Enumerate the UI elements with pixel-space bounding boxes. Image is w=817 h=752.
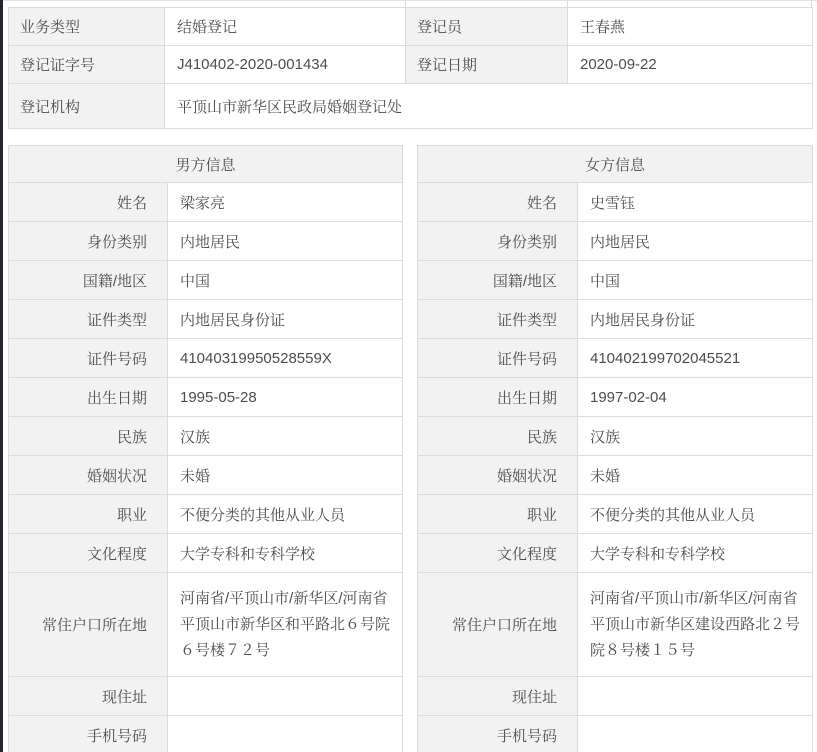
registration-summary-table — [8, 7, 813, 129]
field-value: 梁家亮 — [168, 183, 403, 222]
field-value: 41040319950528559X — [168, 339, 403, 378]
field-label: 身份类别 — [9, 222, 168, 261]
field-value: 汉族 — [168, 417, 403, 456]
table-row — [418, 456, 813, 495]
field-value: 王春燕 — [568, 8, 813, 46]
field-label: 国籍/地区 — [418, 261, 578, 300]
field-value: 内地居民身份证 — [578, 300, 813, 339]
table-row — [418, 339, 813, 378]
table-row — [9, 417, 403, 456]
table-row — [418, 222, 813, 261]
field-label: 证件号码 — [9, 339, 168, 378]
field-label: 文化程度 — [418, 534, 578, 573]
field-value: 未婚 — [578, 456, 813, 495]
field-label: 姓名 — [418, 183, 578, 222]
field-value: 河南省/平顶山市/新华区/河南省平顶山市新华区和平路北６号院６号楼７２号 — [168, 573, 403, 677]
table-row — [418, 378, 813, 417]
field-value: 史雪钰 — [578, 183, 813, 222]
field-label: 文化程度 — [9, 534, 168, 573]
field-label: 证件类型 — [418, 300, 578, 339]
table-row — [9, 677, 403, 716]
field-value: J410402-2020-001434 — [165, 46, 406, 84]
table-row — [9, 495, 403, 534]
table-row — [9, 339, 403, 378]
field-label: 姓名 — [9, 183, 168, 222]
table-row — [9, 84, 813, 129]
table-row — [9, 716, 403, 752]
field-value — [168, 716, 403, 752]
field-label: 民族 — [418, 417, 578, 456]
field-label: 手机号码 — [9, 716, 168, 752]
field-label: 婚姻状况 — [9, 456, 168, 495]
field-value — [578, 716, 813, 752]
field-label: 业务类型 — [9, 8, 165, 46]
field-value — [168, 677, 403, 716]
table-row — [9, 456, 403, 495]
field-value: 2020-09-22 — [568, 46, 813, 84]
table-row — [418, 495, 813, 534]
field-value: 不便分类的其他从业人员 — [578, 495, 813, 534]
field-label: 常住户口所在地 — [418, 573, 578, 677]
field-label: 婚姻状况 — [418, 456, 578, 495]
field-label: 现住址 — [9, 677, 168, 716]
male-info-table — [8, 145, 403, 752]
table-row — [9, 300, 403, 339]
table-row — [9, 183, 403, 222]
field-value — [578, 677, 813, 716]
top-crop-hairline — [3, 0, 817, 1]
field-value: 大学专科和专科学校 — [168, 534, 403, 573]
table-header-row — [418, 146, 813, 183]
section-title: 女方信息 — [418, 146, 813, 183]
table-row — [9, 573, 403, 677]
field-value: 内地居民 — [578, 222, 813, 261]
field-value: 内地居民 — [168, 222, 403, 261]
field-value: 中国 — [578, 261, 813, 300]
field-value: 1997-02-04 — [578, 378, 813, 417]
table-row — [9, 534, 403, 573]
field-label: 现住址 — [418, 677, 578, 716]
field-value: 结婚登记 — [165, 8, 406, 46]
field-value: 中国 — [168, 261, 403, 300]
table-row — [9, 261, 403, 300]
field-label: 手机号码 — [418, 716, 578, 752]
field-label: 身份类别 — [418, 222, 578, 261]
field-label: 证件类型 — [9, 300, 168, 339]
field-value: 河南省/平顶山市/新华区/河南省平顶山市新华区建设西路北２号院８号楼１５号 — [578, 573, 813, 677]
field-value: 平顶山市新华区民政局婚姻登记处 — [165, 84, 813, 129]
table-header-row — [9, 146, 403, 183]
field-value: 1995-05-28 — [168, 378, 403, 417]
field-value: 汉族 — [578, 417, 813, 456]
table-row — [9, 8, 813, 46]
table-row — [418, 534, 813, 573]
table-row — [418, 261, 813, 300]
field-label: 出生日期 — [418, 378, 578, 417]
table-row — [9, 46, 813, 84]
table-row — [418, 573, 813, 677]
table-row — [418, 677, 813, 716]
field-label: 民族 — [9, 417, 168, 456]
field-label: 常住户口所在地 — [9, 573, 168, 677]
table-row — [418, 417, 813, 456]
field-label: 登记日期 — [406, 46, 568, 84]
left-edge-strip — [0, 0, 3, 752]
field-label: 职业 — [418, 495, 578, 534]
table-row — [418, 183, 813, 222]
section-title: 男方信息 — [9, 146, 403, 183]
table-row — [9, 378, 403, 417]
field-value: 未婚 — [168, 456, 403, 495]
field-value: 内地居民身份证 — [168, 300, 403, 339]
field-value: 410402199702045521 — [578, 339, 813, 378]
field-label: 国籍/地区 — [9, 261, 168, 300]
field-label: 出生日期 — [9, 378, 168, 417]
field-label: 职业 — [9, 495, 168, 534]
table-row — [9, 222, 403, 261]
field-label: 登记机构 — [9, 84, 165, 129]
field-label: 证件号码 — [418, 339, 578, 378]
table-row — [418, 300, 813, 339]
field-label: 登记证字号 — [9, 46, 165, 84]
female-info-table — [417, 145, 813, 752]
field-value: 大学专科和专科学校 — [578, 534, 813, 573]
field-value: 不便分类的其他从业人员 — [168, 495, 403, 534]
field-label: 登记员 — [406, 8, 568, 46]
table-row — [418, 716, 813, 752]
